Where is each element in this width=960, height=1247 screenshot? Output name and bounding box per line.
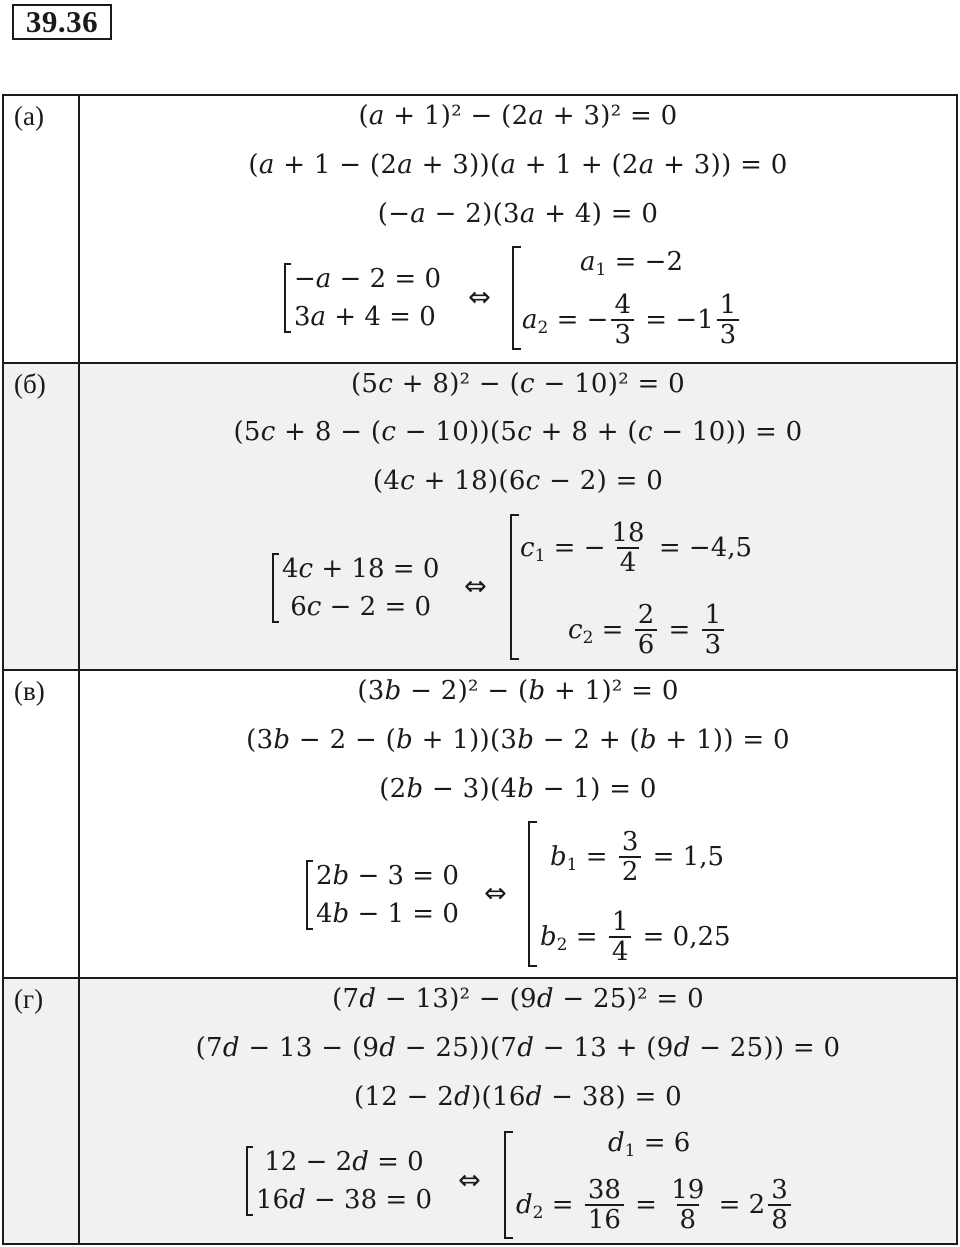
root-subscript: 2 [537,318,549,338]
equation-line: (4𝑐 + 18)(6𝑐 − 2) = 0 [372,466,664,496]
root-line [568,600,727,660]
system-equation: 16𝑑 − 38 = 0 [256,1185,432,1215]
system-equation: 6𝑐 − 2 = 0 [282,592,432,622]
root-text: = [626,1190,666,1220]
equivalence-symbol: ⇔ [484,878,507,909]
fraction [668,1176,707,1234]
root-subscript: 2 [532,1203,544,1223]
fraction [702,601,725,659]
fraction-denominator: 4 [617,547,640,577]
fraction-numerator: 3 [621,827,639,857]
part-label: (б) [14,369,46,399]
root-line [520,518,752,578]
part-label: (а) [14,101,44,131]
system-left [284,260,464,336]
roots-system [504,1128,804,1239]
system-equation: −𝑎 − 2 = 0 [294,264,441,294]
system-bracket [284,263,291,333]
part-label-cell [4,671,80,977]
roots-system [510,514,790,660]
equation-system [80,817,956,975]
equation-line: (7𝑑 − 13)² − (9𝑑 − 25)² = 0 [332,984,704,1014]
equation-line: (12 − 2𝑑)(16𝑑 − 38) = 0 [353,1082,683,1112]
solution-cell [80,364,956,669]
root-text: = [543,1190,582,1220]
fraction-numerator: 3 [771,1175,788,1205]
equation-system [80,1129,956,1243]
part-row-v [4,669,956,977]
root-text: = 0,25 [634,922,731,952]
root-variable: 𝑑 [516,1190,533,1220]
fraction-numerator: 38 [587,1175,621,1205]
system-left [306,857,486,933]
part-label-cell [4,96,80,362]
root-text: = −2 [606,247,683,277]
equation-line: (3𝑏 − 2)² − (𝑏 + 1)² = 0 [357,676,679,706]
root-text: = 2 [710,1190,766,1220]
equivalence-symbol: ⇔ [464,571,487,602]
fraction [609,908,632,966]
system-left [246,1143,456,1219]
fraction-denominator: 2 [619,856,642,886]
root-subscript: 1 [534,546,546,566]
root-variable: 𝑏 [540,922,557,952]
fraction [768,1176,791,1234]
equivalence-symbol: ⇔ [458,1165,481,1196]
root-variable: 𝑐 [568,615,583,645]
fraction-denominator: 3 [611,319,634,349]
root-line [540,907,731,967]
fraction [635,601,658,659]
system-equation: 4𝑏 − 1 = 0 [316,899,459,929]
root-variable: 𝑑 [608,1128,625,1158]
root-variable: 𝑐 [520,533,535,563]
part-label: (в) [14,676,45,706]
system-equation: 3𝑎 + 4 = 0 [294,302,436,332]
fraction-denominator: 3 [717,319,740,349]
root-variable: 𝑏 [550,842,567,872]
root-text: = 6 [635,1128,691,1158]
fraction-denominator: 6 [635,629,658,659]
equation-line: (𝑎 + 1)² − (2𝑎 + 3)² = 0 [358,101,678,131]
fraction-numerator: 1 [611,907,629,937]
root-subscript: 2 [582,628,594,648]
root-text: = 1,5 [644,842,725,872]
roots-system [512,246,772,350]
root-subscript: 1 [624,1141,636,1161]
system-equation: 2𝑏 − 3 = 0 [316,861,459,891]
part-label: (г) [14,984,44,1014]
root-text: = [577,842,616,872]
solution-cell [80,96,956,362]
part-row-b [4,362,956,669]
problem-number: 39.36 [12,4,112,40]
equation-line: (5𝑐 + 8)² − (𝑐 − 10)² = 0 [350,369,685,399]
fraction-numerator: 19 [671,1175,705,1205]
root-text: = −4,5 [650,533,753,563]
roots-bracket [528,821,537,967]
fraction-denominator: 4 [609,936,632,966]
equation-line: (2𝑏 − 3)(4𝑏 − 1) = 0 [379,774,657,804]
part-label-cell [4,364,80,669]
equivalence-symbol: ⇔ [468,282,491,313]
solution-cell [80,979,956,1243]
root-subscript: 1 [595,260,607,280]
roots-bracket [504,1131,513,1239]
equation-system [80,246,956,361]
root-line [550,827,724,887]
fraction-denominator: 3 [702,629,725,659]
equation-line: (−𝑎 − 2)(3𝑎 + 4) = 0 [377,199,659,229]
fraction-numerator: 4 [614,290,631,320]
fraction-denominator: 8 [677,1204,700,1234]
root-variable: 𝑎 [580,247,596,277]
fraction [611,291,634,349]
root-text: = −1 [637,305,714,335]
part-label-cell [4,979,80,1243]
system-bracket [246,1146,253,1216]
equation-line: (3𝑏 − 2 − (𝑏 + 1))(3𝑏 − 2 + (𝑏 + 1)) = 0 [246,725,790,755]
fraction [717,291,740,349]
fraction [609,519,648,577]
roots-bracket [512,246,521,350]
fraction [619,828,642,886]
root-line [516,1175,794,1235]
fraction-numerator: 2 [637,600,655,630]
fraction-denominator: 8 [768,1204,791,1234]
root-subscript: 2 [556,935,568,955]
system-left [272,550,462,626]
root-line [522,290,742,350]
root-text: = [660,615,699,645]
root-line [608,1113,690,1173]
roots-bracket [510,514,519,660]
fraction-denominator: 16 [585,1204,624,1234]
root-text: = [567,922,606,952]
part-row-a [4,96,956,362]
system-equation: 12 − 2𝑑 = 0 [256,1147,424,1177]
system-bracket [306,860,313,930]
root-text: = [593,615,632,645]
equation-line: (7𝑑 − 13 − (9𝑑 − 25))(7𝑑 − 13 + (9𝑑 − 25)) = 0 [195,1033,841,1063]
root-text: = − [548,305,609,335]
roots-system [528,821,748,967]
root-line [580,232,683,292]
fraction-numerator: 1 [704,600,722,630]
system-equation: 4𝑐 + 18 = 0 [282,554,440,584]
root-variable: 𝑎 [522,305,538,335]
solution-table [2,94,958,1245]
part-row-g [4,977,956,1243]
solution-cell [80,671,956,977]
root-subscript: 1 [566,855,578,875]
fraction-numerator: 18 [611,518,645,548]
system-bracket [272,553,279,623]
fraction-numerator: 1 [719,290,737,320]
equation-system [80,510,956,666]
equation-line: (𝑎 + 1 − (2𝑎 + 3))(𝑎 + 1 + (2𝑎 + 3)) = 0 [248,150,788,180]
fraction [585,1176,624,1234]
root-text: = − [545,533,606,563]
equation-line: (5𝑐 + 8 − (𝑐 − 10))(5𝑐 + 8 + (𝑐 − 10)) = 0 [233,417,803,447]
